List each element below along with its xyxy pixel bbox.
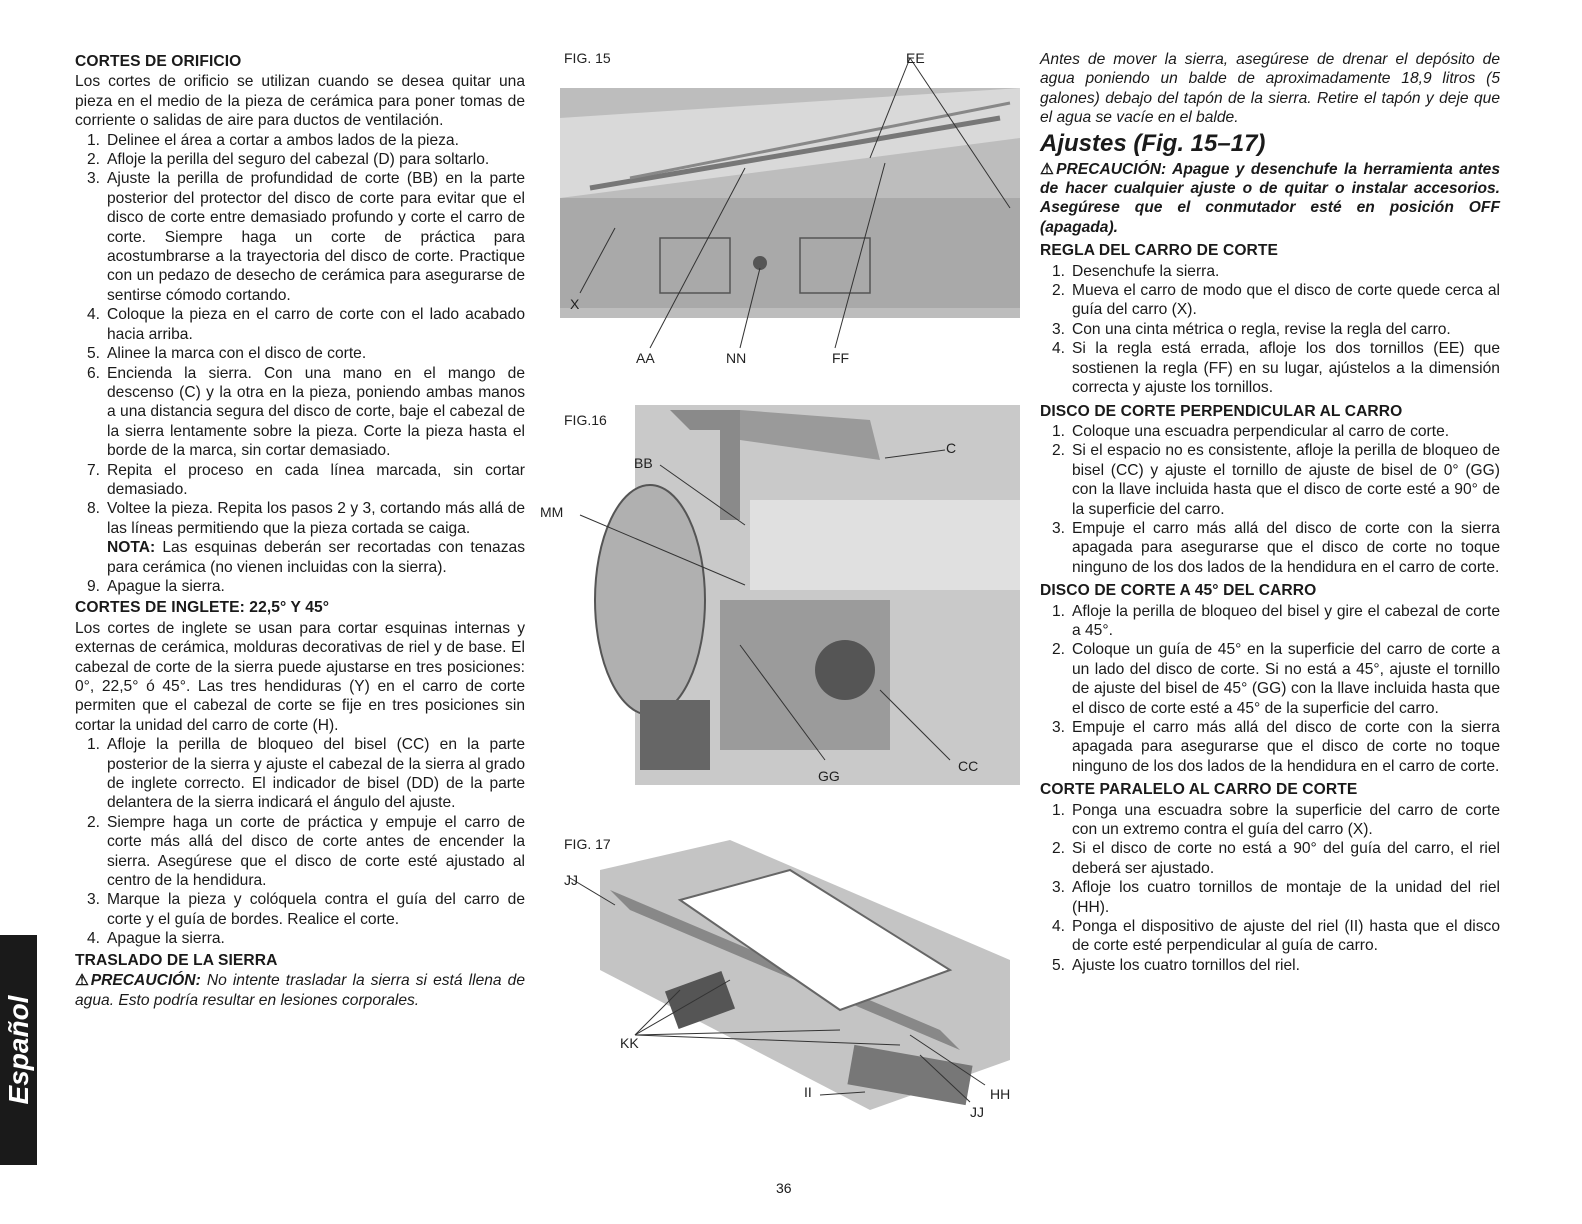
callout-kk: KK [620,1035,639,1051]
list-item: 3. Empuje el carro más allá del disco de corte con la sierra apagada para asegurarse que el disco de corte no toque ninguno de los dos lados de la hendidura en el carro de corte. [1052,719,1500,775]
callout-mm: MM [540,504,564,520]
ajustes-warning: ⚠PRECAUCIÓN: Apague y desenchufe la herramienta antes de hacer cualquier ajuste o de quitar o instalar accesorios. Asegúrese que el conmutador esté en posición OFF (apagada). [1040,160,1500,236]
list-item: 3. Ajuste la perilla de profundidad de corte (BB) en la parte posterior del protector del disco de corte para evitar que el disco de corte entre demasiado profundo y corte el carro de corte. Siempre haga un corte de práctica para acostumbrarse a la trayectoria del disco de corte. Practique con un pedazo de desecho de cerámica para asegurarse de sentirse cómodo cortando. [87,170,525,304]
fig17-label: FIG. 17 [564,836,611,852]
callout-bb: BB [634,455,653,471]
callout-gg: GG [818,768,840,784]
list-item: 4. Coloque la pieza en el carro de corte con el lado acabado hacia arriba. [87,306,525,343]
list-item: 3. Con una cinta métrica o regla, revise la regla del carro. [1052,320,1451,338]
regla-steps [1040,262,1500,398]
list-item: 1. Delinee el área a cortar a ambos lados de la pieza. [87,131,459,149]
warning-icon: ⚠ [75,972,91,990]
orificio-intro: Los cortes de orificio se utilizan cuando se desea quitar una pieza en el medio de la pieza de cerámica para poner tomas de corriente o salidas de aire para ductos de ventilación. [75,73,525,130]
list-item: 4. Si la regla está errada, afloje los dos tornillos (EE) que sostienen la regla (FF) en su lugar, ajústelos a la dimensión correcta y ajuste los tornillos. [1052,340,1500,397]
list-item: 1. Afloje la perilla de bloqueo del bisel (CC) en la parte posterior de la sierra y ajuste el cabezal de la sierra al grado de inglete correcto. El indicador de bisel (DD) de la parte delantera de la sierra indicará el ángulo del ajuste. [87,736,525,812]
list-item: 1. Coloque una escuadra perpendicular al carro de corte. [1052,422,1450,440]
list-item: 3. Marque la pieza y colóquela contra el guía del carro de corte y el guía de bordes. Realice el corte. [87,891,525,928]
section-title-cortes-orificio: CORTES DE ORIFICIO [75,53,242,70]
figure-16-drawing [540,400,1030,790]
figure-17 [540,830,1030,1130]
list-item: 5. Ajuste los cuatro tornillos del riel. [1052,956,1300,974]
right-column [1040,50,1500,975]
paralelo-steps [1040,801,1500,976]
list-item: 2. Siempre haga un corte de práctica y empuje el carro de corte más allá del disco de corte antes de encender la sierra. Asegúrese que el disco de corte esté ajustado al centro de la hendidura. [87,813,525,890]
list-item: 6. Encienda la sierra. Con una mano en el mango de descenso (C) y la otra en la pieza, poniendo ambas manos a una distancia segura del disco de corte, baje el cabezal de la sierra lentamente sobre la pieza. Corte la pieza hasta el borde de la marca, sin cortar demasiado. [87,364,525,460]
figure-15-drawing [540,48,1030,378]
list-item: 3. Empuje el carro más allá del disco de corte con la sierra apagada para asegurarse que el disco de corte no toque ninguno de los dos lados de la hendidura en el carro de corte. [1052,519,1500,576]
callout-hh: HH [990,1086,1011,1102]
section-title-perpendicular: DISCO DE CORTE PERPENDICULAR AL CARRO [1040,402,1403,420]
callout-jj-bottom: JJ [970,1104,984,1120]
callout-ii: II [804,1084,812,1100]
traslado-warning: ⚠PRECAUCIÓN: No intente trasladar la sierra si está llena de agua. Esto podría resultar en lesiones corporales. [75,972,526,1009]
figure-16 [540,400,1030,790]
list-item: 3. Afloje los cuatro tornillos de montaje de la unidad del riel (HH). [1052,879,1500,916]
callout-c: C [946,440,957,456]
fig15-label: FIG. 15 [564,50,611,66]
list-item: 1. Afloje la perilla de bloqueo del bisel y gire el cabezal de corte a 45°. [1052,602,1500,639]
ajustes-title: Ajustes (Fig. 15–17) [1040,129,1266,157]
list-item: 2. Afloje la perilla del seguro del cabezal (D) para soltarlo. [87,151,490,169]
callout-aa: AA [636,350,655,366]
section-title-45: DISCO DE CORTE A 45° DEL CARRO [1040,582,1317,600]
warning-icon: ⚠ [1040,160,1057,178]
list-item: 1. Ponga una escuadra sobre la superficie del carro de corte con un extremo contra el guía del carro (X). [1052,801,1500,839]
list-item: 4. Ponga el dispositivo de ajuste del riel (II) hasta que el disco de corte esté perpendicular al guía de carro. [1052,918,1500,955]
left-column [75,50,525,1010]
callout-ff: FF [832,350,850,366]
section-title-cortes-inglete: CORTES DE INGLETE: 22,5° Y 45° [75,599,330,617]
section-title-traslado: TRASLADO DE LA SIERRA [75,951,278,969]
list-item: 5. Alinee la marca con el disco de corte. [87,345,367,363]
page-number: 36 [776,1180,792,1196]
list-item: 2. Si el espacio no es consistente, afloje la perilla de bloqueo de bisel (CC) y ajuste el tornillo de ajuste de bisel de 0° (GG) con la llave incluida hasta que el disco de corte esté a 90° de la superficie del carro. [1052,442,1500,518]
callout-jj-top: JJ [564,872,578,888]
list-item: 2. Coloque un guía de 45° en la superficie del carro de corte a un lado del disco de corte. Si no está a 45°, ajuste el tornillo de ajuste del bisel de 45° (GG) con la llave incluida hasta que el disco de corte esté a 45° de la superficie del carro. [1052,641,1500,717]
perp-steps [1040,422,1500,577]
list-item: 9. Apague la sierra. [87,577,225,595]
inglete-steps [75,735,525,948]
side-tab-label: Español [2,995,34,1105]
callout-ee: EE [906,50,925,66]
section-title-regla: REGLA DEL CARRO DE CORTE [1040,242,1279,260]
list-item: 8. Voltee la pieza. Repita los pasos 2 y 3, cortando más allá de las líneas permitiendo que la pieza cortada se caiga. NOTA: Las esquinas deberán ser recortadas con tenazas para cerámica (no vienen incluidas con la sierra). [87,500,525,576]
language-side-tab [0,935,37,1165]
d45-steps [1040,602,1500,777]
traslado-intro: Antes de mover la sierra, asegúrese de drenar el depósito de agua poniendo un balde de aproximadamente 18,9 litros (5 galones) debajo del tapón de la sierra. Retire el tapón y deje que el agua se vacíe en el balde. [1040,51,1500,127]
list-item: 4. Apague la sierra. [87,930,225,948]
list-item: 1. Desenchufe la sierra. [1052,262,1220,280]
fig16-label: FIG.16 [564,412,607,428]
callout-nn: NN [726,350,747,366]
figure-17-drawing [540,830,1030,1130]
inglete-intro: Los cortes de inglete se usan para cortar esquinas internas y externas de cerámica, molduras decorativas de riel y de base. El cabezal de corte de la sierra puede ajustarse en tres posiciones: 0°, 22,5° ó 45°. Las tres hendiduras (Y) en el carro de corte permiten que el cabezal de corte se fije en tres posiciones sin cortar la unidad del carro de corte (H). [75,619,525,734]
orificio-steps [75,131,525,597]
list-item: 7. Repita el proceso en cada línea marcada, sin cortar demasiado. [87,461,525,498]
section-title-paralelo: CORTE PARALELO AL CARRO DE CORTE [1040,781,1358,799]
list-item: 2. Mueva el carro de modo que el disco de corte quede cerca al guía del carro (X). [1052,282,1500,319]
callout-x: X [570,296,580,312]
figure-15 [540,48,1030,378]
nota: NOTA: Las esquinas deberán ser recortadas con tenazas para cerámica (no vienen incluidas con la sierra). [107,539,525,576]
callout-cc: CC [958,758,979,774]
list-item: 2. Si el disco de corte no está a 90° del guía del carro, el riel deberá ser ajustado. [1052,840,1500,877]
